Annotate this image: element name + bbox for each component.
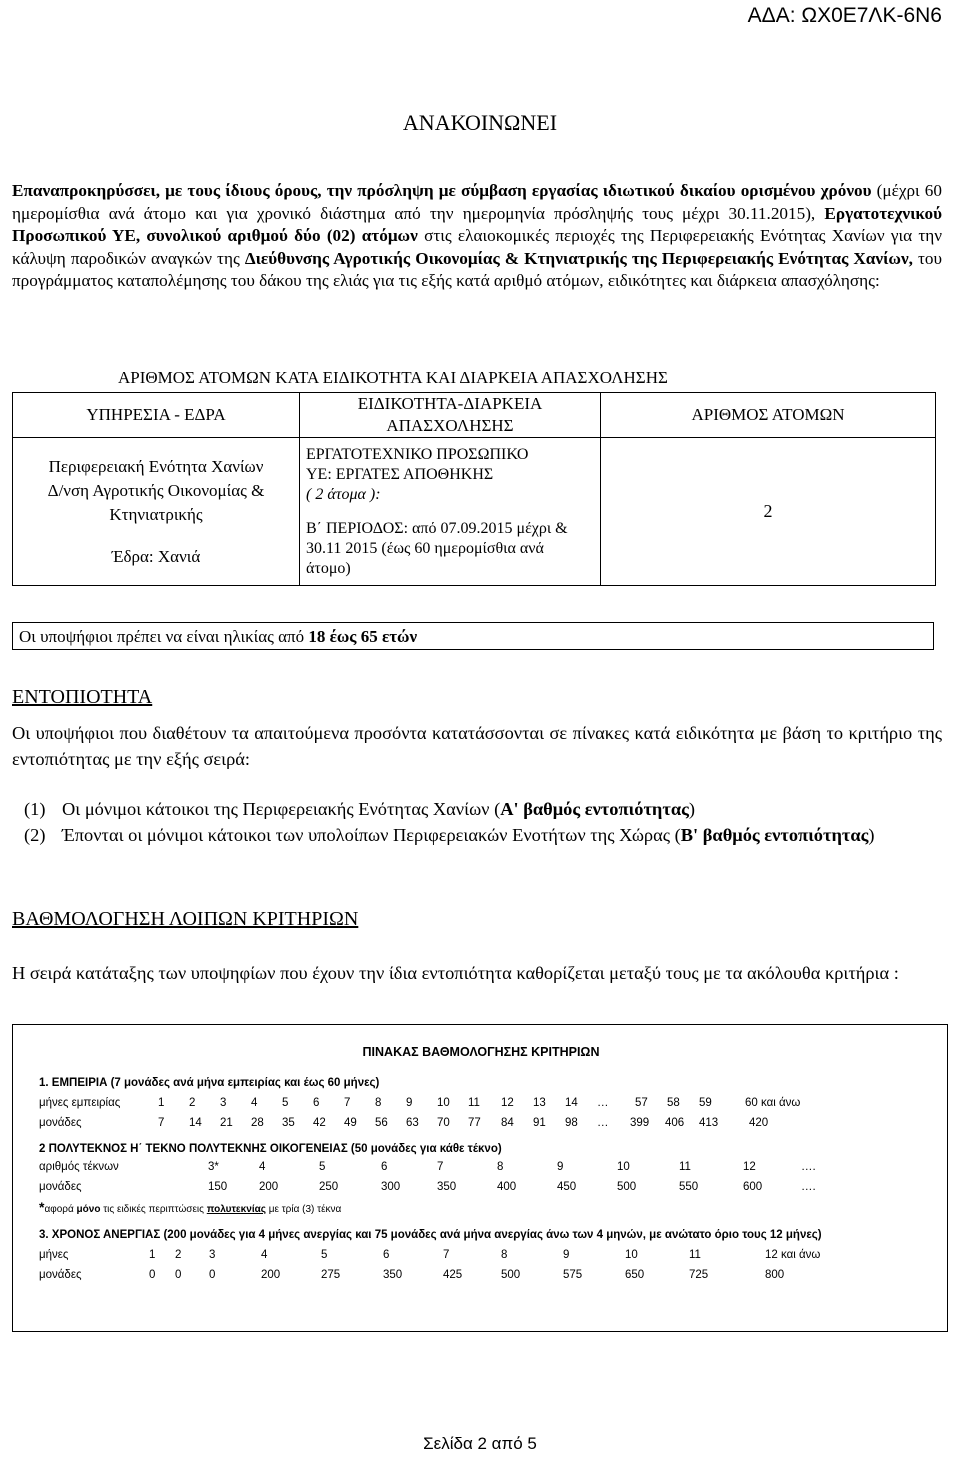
intro-text-4: στις ελαιοκομικές περιοχές της Περιφερειακής Ενότητας Χανίων για την κάλυψη παροδικών αναγκών της (12, 226, 942, 268)
criterion-3-title: 3. ΧΡΟΝΟΣ ΑΝΕΡΓΙΑΣ (200 μονάδες για 4 μήνες ανεργίας και 75 μονάδες ανά μήνα ανεργίας άνω των 4 μηνών, με ανώτατο όριο τους 12 μήνες) (39, 1229, 822, 1241)
criterion-3-row-months (13, 1249, 949, 1265)
criterion-2-title: 2 ΠΟΛΥΤΕΚΝΟΣ Η΄ ΤΕΚΝΟ ΠΟΛΥΤΕΚΝΗΣ ΟΙΚΟΓΕΝΕΙΑΣ (50 μονάδες για κάθε τέκνο) (39, 1143, 502, 1155)
criterion-3-row-months-value-2: 2 (175, 1249, 182, 1261)
grading-heading: ΒΑΘΜΟΛΟΓΗΣΗ ΛΟΙΠΩΝ ΚΡΙΤΗΡΙΩΝ (12, 908, 359, 930)
period-label: Β΄ ΠΕΡΙΟΔΟΣ (306, 519, 404, 537)
criterion-1-row-points-value-15: … (597, 1117, 609, 1129)
count-cell: 2 (601, 438, 936, 586)
locality-item-2 (24, 822, 944, 848)
criterion-2-note (13, 1199, 949, 1215)
service-line-2: Δ/νση Αγροτικής Οικονομίας & (47, 480, 265, 500)
criterion-3-row-points-value-1: 0 (149, 1269, 156, 1281)
criterion-1-row-months-value-1: 1 (158, 1097, 165, 1109)
age-range: 18 έως 65 ετών (308, 627, 418, 646)
criterion-3-row-points-value-8: 500 (501, 1269, 521, 1281)
criterion-2-row-children-value-1: 3* (208, 1161, 219, 1173)
locality-item-1 (24, 796, 944, 822)
c3-row2-label: μονάδες (39, 1269, 82, 1281)
item-1-text: Οι μόνιμοι κάτοικοι της Περιφερειακής Ενότητας Χανίων ( (62, 799, 501, 819)
criterion-1-row-points-value-7: 49 (344, 1117, 357, 1129)
criterion-1-row-months-value-11: 11 (468, 1097, 480, 1109)
note-star: * (39, 1199, 45, 1215)
c1-row1-label: μήνες εμπειρίας (39, 1097, 121, 1109)
criterion-2-row-children-value-7: 9 (557, 1161, 564, 1173)
criterion-1-row-months-value-5: 5 (282, 1097, 289, 1109)
item-2-close: ) (868, 825, 875, 845)
locality-heading: ΕΝΤΟΠΙΟΤΗΤΑ (12, 686, 153, 708)
note-bold: μόνο (76, 1204, 101, 1215)
ada-code: ΑΔΑ: ΩΧ0Ε7ΛΚ-6Ν6 (747, 4, 942, 27)
criterion-1-row-points-value-9: 63 (406, 1117, 419, 1129)
note-underline: πολυτεκνίας (206, 1204, 266, 1215)
criterion-3-row-months-value-3: 3 (209, 1249, 216, 1261)
c3-row1-label: μήνες (39, 1249, 69, 1261)
service-line-3: Κτηνιατρικής (109, 504, 203, 524)
criterion-3-row-points-value-7: 425 (443, 1269, 463, 1281)
criterion-1-row-months-value-13: 13 (533, 1097, 546, 1109)
positions-table (12, 392, 936, 586)
criterion-1-row-months-value-15: … (597, 1097, 609, 1109)
criterion-2-row-points-value-10: 600 (743, 1181, 763, 1193)
criterion-1-row-points (13, 1117, 949, 1133)
item-2-num: (2) (24, 825, 46, 845)
item-2-text: Έπονται οι μόνιμοι κάτοικοι των υπολοίπων Περιφερειακών Ενοτήτων της Χώρας ( (62, 825, 681, 845)
criterion-1-row-months-value-19: 60 και άνω (745, 1097, 801, 1109)
criterion-1-row-points-value-10: 70 (437, 1117, 450, 1129)
criterion-1-row-months-value-4: 4 (251, 1097, 258, 1109)
table-caption: ΑΡΙΘΜΟΣ ΑΤΟΜΩΝ ΚΑΤΑ ΕΙΔΙΚΟΤΗΤΑ ΚΑΙ ΔΙΑΡΚΕΙΑ ΑΠΑΣΧΟΛΗΣΗΣ (118, 368, 668, 387)
criterion-3-row-months-value-8: 8 (501, 1249, 508, 1261)
criterion-2-row-children-value-6: 8 (497, 1161, 504, 1173)
criterion-3-row-months-value-11: 11 (689, 1249, 701, 1261)
criterion-2-row-points-value-11: …. (801, 1181, 816, 1193)
criterion-1-title: 1. ΕΜΠΕΙΡΙΑ (7 μονάδες ανά μήνα εμπειρίας και έως 60 μήνες) (39, 1077, 380, 1089)
intro-bold-1: Επαναπροκηρύσσει, με τους ίδιους όρους, την πρόσληψη με σύμβαση εργασίας ιδιωτικού δικαίου ορισμένου χρόνου (12, 181, 872, 200)
criterion-1-row-months-value-17: 58 (667, 1097, 680, 1109)
criterion-3-row-months-value-7: 7 (443, 1249, 450, 1261)
criterion-1-row-months (13, 1097, 949, 1113)
criterion-2-row-points-value-9: 550 (679, 1181, 699, 1193)
item-2-bold: Β' βαθμός εντοπιότητας (680, 825, 869, 845)
criterion-2-row-children-value-2: 4 (259, 1161, 266, 1173)
grading-text: Η σειρά κατάταξης των υποψηφίων που έχουν την ίδια εντοπιότητα καθορίζεται μεταξύ τους με τα ακόλουθα κριτήρια : (12, 963, 899, 983)
age-text: Οι υποψήφιοι πρέπει να είναι ηλικίας από (19, 627, 309, 646)
criterion-1-row-months-value-10: 10 (437, 1097, 450, 1109)
note-mid: τις ειδικές περιπτώσεις (100, 1204, 207, 1215)
criterion-3-row-months-value-6: 6 (383, 1249, 390, 1261)
criterion-2-row-points (13, 1181, 949, 1197)
page-footer: Σελίδα 2 από 5 (423, 1434, 537, 1453)
criterion-2-row-points-value-3: 250 (319, 1181, 339, 1193)
criterion-3-row-months-value-1: 1 (149, 1249, 156, 1261)
criterion-3-row-points-value-3: 0 (209, 1269, 216, 1281)
page-title: ΑΝΑΚΟΙΝΩΝΕΙ (402, 110, 558, 135)
header-count: ΑΡΙΘΜΟΣ ΑΤΟΜΩΝ (601, 393, 936, 438)
criterion-3-row-months-value-5: 5 (321, 1249, 328, 1261)
criterion-2-row-points-value-1: 150 (208, 1181, 228, 1193)
spec-line-3: ( 2 άτομα ): (306, 485, 381, 503)
criterion-1-row-points-value-19: 420 (749, 1117, 769, 1129)
item-1-bold: Α' βαθμός εντοπιότητας (500, 799, 689, 819)
criterion-1-row-points-value-16: 399 (630, 1117, 650, 1129)
criterion-3-row-months-value-9: 9 (563, 1249, 570, 1261)
criterion-3-row-points-value-10: 650 (625, 1269, 645, 1281)
criterion-1-row-points-value-1: 7 (158, 1117, 165, 1129)
intro-paragraph (12, 180, 942, 293)
intro-bold-3: Εργατοτεχνικού Προσωπικού ΥΕ, συνολικού αριθμού δύο (02) ατόμων (12, 203, 942, 246)
spec-line-2: ΥΕ: ΕΡΓΑΤΕΣ ΑΠΟΘΗΚΗΣ (306, 465, 494, 483)
criterion-3-row-points-value-4: 200 (261, 1269, 281, 1281)
criterion-3-row-months-value-12: 12 και άνω (765, 1249, 821, 1261)
spec-line-1: ΕΡΓΑΤΟΤΕΧΝΙΚΟ ΠΡΟΣΩΠΙΚΟ (306, 445, 529, 463)
note-post: με τρία (3) τέκνα (265, 1204, 342, 1215)
criterion-1-row-points-value-13: 91 (533, 1117, 546, 1129)
intro-text-6: του προγράμματος καταπολέμησης του δάκου της ελιάς για τις εξής κατά αριθμό ατόμων, ειδικότητες και διάρκεια απασχόλησης: (12, 248, 943, 291)
service-line-1: Περιφερειακή Ενότητα Χανίων (48, 456, 264, 476)
criterion-3-row-points-value-11: 725 (689, 1269, 709, 1281)
period-text: : από 07.09.2015 μέχρι & 30.11 2015 (έως 60 ημερομίσθια ανά άτομο) (306, 519, 568, 577)
criterion-1-row-months-value-12: 12 (501, 1097, 514, 1109)
criterion-1-row-months-value-16: 57 (635, 1097, 648, 1109)
criterion-3-row-points-value-6: 350 (383, 1269, 403, 1281)
criterion-2-row-points-value-6: 400 (497, 1181, 517, 1193)
c2-row1-label: αριθμός τέκνων (39, 1161, 119, 1173)
criterion-1-row-months-value-14: 14 (565, 1097, 578, 1109)
criterion-1-row-months-value-6: 6 (313, 1097, 320, 1109)
criterion-3-row-points-value-5: 275 (321, 1269, 341, 1281)
criterion-1-row-months-value-2: 2 (189, 1097, 196, 1109)
criterion-1-row-points-value-8: 56 (375, 1117, 388, 1129)
criterion-2-row-points-value-8: 500 (617, 1181, 637, 1193)
c1-row2-label: μονάδες (39, 1117, 82, 1129)
criterion-2-row-children (13, 1161, 949, 1177)
locality-text: Οι υποψήφιοι που διαθέτουν τα απαιτούμενα προσόντα κατατάσσονται σε πίνακες κατά ειδικότητα με βάση το κριτήριο της εντοπιότητας με την εξής σειρά: (12, 723, 942, 769)
header-service: ΥΠΗΡΕΣΙΑ - ΕΔΡΑ (13, 393, 300, 438)
criterion-1-row-months-value-8: 8 (375, 1097, 382, 1109)
specialty-cell (300, 438, 601, 586)
criteria-box (12, 1024, 948, 1332)
criterion-3-row-points-value-2: 0 (175, 1269, 182, 1281)
criterion-2-row-points-value-5: 350 (437, 1181, 457, 1193)
criterion-3-row-points (13, 1269, 949, 1285)
criterion-1-row-points-value-6: 42 (313, 1117, 326, 1129)
criterion-1-row-points-value-3: 21 (220, 1117, 233, 1129)
criterion-2-row-points-value-2: 200 (259, 1181, 279, 1193)
criterion-1-row-points-value-5: 35 (282, 1117, 295, 1129)
note-pre: αφορά (44, 1204, 77, 1215)
criterion-1-row-months-value-7: 7 (344, 1097, 351, 1109)
criterion-2-row-children-value-4: 6 (381, 1161, 388, 1173)
criterion-1-row-months-value-3: 3 (220, 1097, 227, 1109)
criterion-2-row-children-value-8: 10 (617, 1161, 630, 1173)
criterion-1-row-points-value-11: 77 (468, 1117, 481, 1129)
criterion-1-row-months-value-9: 9 (406, 1097, 413, 1109)
intro-text-2: (μέχρι 60 ημερομίσθια ανά άτομο και για χρονικό διάστημα από την ημερομηνία πρόσληψής τους μέχρι 30.11.2015), (12, 181, 942, 223)
item-1-close: ) (688, 799, 696, 819)
criterion-1-row-points-value-14: 98 (565, 1117, 578, 1129)
criterion-2-row-children-value-3: 5 (319, 1161, 326, 1173)
criterion-1-row-points-value-18: 413 (699, 1117, 719, 1129)
seat-label: Έδρα: Χανιά (111, 546, 201, 566)
header-specialty: ΕΙΔΙΚΟΤΗΤΑ-ΔΙΑΡΚΕΙΑ ΑΠΑΣΧΟΛΗΣΗΣ (300, 393, 601, 438)
intro-bold-5: Διεύθυνσης Αγροτικής Οικονομίας & Κτηνιατρικής της Περιφερειακής Ενότητας Χανίων, (244, 248, 913, 268)
criterion-1-row-months-value-18: 59 (699, 1097, 712, 1109)
criterion-2-row-children-value-10: 12 (743, 1161, 756, 1173)
age-requirement (12, 622, 934, 650)
criterion-1-row-points-value-17: 406 (665, 1117, 685, 1129)
criterion-2-row-children-value-5: 7 (437, 1161, 444, 1173)
criterion-2-row-points-value-7: 450 (557, 1181, 577, 1193)
criterion-3-row-months-value-10: 10 (625, 1249, 638, 1261)
service-cell (13, 438, 300, 586)
criterion-1-row-points-value-12: 84 (501, 1117, 514, 1129)
criterion-2-row-points-value-4: 300 (381, 1181, 401, 1193)
criterion-3-row-points-value-12: 800 (765, 1269, 785, 1281)
criterion-1-row-points-value-4: 28 (251, 1117, 264, 1129)
criteria-title: ΠΙΝΑΚΑΣ ΒΑΘΜΟΛΟΓΗΣΗΣ ΚΡΙΤΗΡΙΩΝ (362, 1045, 600, 1059)
criterion-1-row-points-value-2: 14 (189, 1117, 202, 1129)
criterion-3-row-points-value-9: 575 (563, 1269, 583, 1281)
criterion-2-row-children-value-9: 11 (679, 1161, 691, 1173)
c2-row2-label: μονάδες (39, 1181, 82, 1193)
criterion-3-row-months-value-4: 4 (261, 1249, 268, 1261)
criterion-2-row-children-value-11: …. (801, 1161, 816, 1173)
item-1-num: (1) (24, 799, 46, 819)
